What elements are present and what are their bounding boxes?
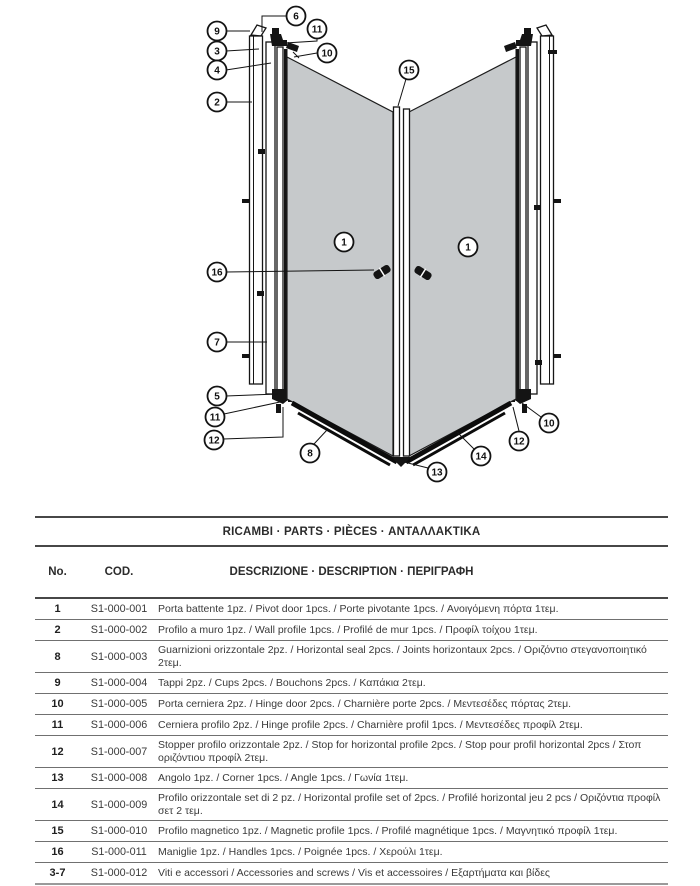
table-row [35, 620, 668, 641]
cell-no: 14 [51, 798, 64, 811]
cell-no: 11 [51, 719, 64, 731]
cell-desc: Profilo magnetico 1pz. / Magnetic profile 1pcs. / Profilé magnétique 1pcs. / Μαγνητικό προφίλ 1τεμ. [158, 824, 618, 837]
callout-leader-line [226, 394, 278, 396]
column-header-cod: COD. [104, 566, 134, 578]
cell-cod: S1-000-010 [90, 825, 148, 837]
cell-no: 16 [51, 846, 64, 858]
cell-desc: Porta cerniera 2pz. / Hinge door 2pcs. / Charnière porte 2pcs. / Μεντεσέδες πόρτας 2τεμ. [158, 697, 572, 710]
cell-no: 3-7 [49, 867, 66, 879]
callout-number: 16 [211, 267, 223, 279]
table-row [35, 736, 668, 768]
wall-profile-left [250, 36, 263, 384]
doors [287, 57, 516, 456]
table-row [35, 842, 668, 863]
callout-number: 12 [513, 436, 525, 448]
hinge-profile-right [528, 42, 537, 394]
cell-desc: Tappi 2pz. / Cups 2pcs. / Bouchons 2pcs. / Καπάκια 2τεμ. [158, 676, 426, 689]
callout-8 [301, 430, 328, 463]
callout-number: 2 [214, 97, 220, 109]
table-row [35, 673, 668, 694]
cell-no: 9 [54, 677, 61, 689]
table-title: RICAMBI · PARTS · PIÈCES · ΑΝΤΑΛΛΑΚΤΙΚΑ [35, 516, 668, 547]
cell-desc: Profilo a muro 1pz. / Wall profile 1pcs. / Profilé de mur 1pcs. / Προφίλ τοίχου 1τεμ. [158, 623, 538, 636]
callout-leader-line [224, 402, 280, 414]
cell-cod: S1-000-007 [90, 745, 148, 758]
screw-mark [553, 199, 561, 203]
cell-no: 8 [54, 650, 61, 663]
left-door-glass [287, 57, 393, 456]
callout-number: 5 [214, 391, 220, 403]
cell-cod: S1-000-006 [90, 719, 148, 731]
hinge-nub [258, 149, 265, 154]
door-profile-right [520, 47, 526, 399]
callout-leader-line [294, 53, 317, 57]
cell-cod: S1-000-002 [90, 624, 148, 636]
callout-number: 4 [214, 65, 220, 77]
cell-cod: S1-000-001 [90, 603, 148, 615]
table-row [35, 599, 668, 620]
table-row [35, 863, 668, 883]
callout-1 [459, 238, 478, 257]
callout-14 [457, 432, 491, 466]
callout-12 [510, 407, 529, 451]
callout-number: 1 [341, 237, 347, 249]
callout-leader-line [285, 38, 317, 43]
right-door-glass [409, 57, 516, 456]
cell-cod: S1-000-008 [90, 772, 148, 784]
cell-cod: S1-000-011 [91, 846, 147, 858]
cell-desc: Guarnizioni orizzontale 2pz. / Horizontal seal 2pcs. / Joints horizontaux 2pcs. / Οριζόντιο στεγανοποιητικό 2τεμ. [158, 644, 647, 669]
table-row [35, 789, 668, 821]
table-column-headers [35, 547, 668, 599]
table-row [35, 641, 668, 673]
cell-desc: Porta battente 1pz. / Pivot door 1pcs. / Porte pivotante 1pcs. / Ανοιγόμενη πόρτα 1τεμ. [158, 602, 559, 615]
cell-cod: S1-000-009 [90, 798, 148, 811]
callout-leader-line [314, 430, 327, 444]
hinge-nub [534, 205, 541, 210]
callout-1 [335, 233, 354, 252]
callout-2 [208, 93, 253, 112]
cap-right [537, 25, 552, 36]
cell-desc: Maniglie 1pz. / Handles 1pcs. / Poignée 1pcs. / Χερούλι 1τεμ. [158, 845, 443, 858]
hinge-nub [257, 291, 264, 296]
callout-number: 7 [214, 337, 220, 349]
magnetic-profile-right [404, 109, 410, 456]
callout-15 [398, 61, 419, 107]
callout-number: 12 [208, 435, 220, 447]
cell-no: 12 [51, 745, 64, 758]
cell-no: 1 [54, 603, 61, 615]
callout-leader-line [226, 63, 271, 70]
callout-number: 10 [321, 48, 333, 60]
magnetic-profile-left [394, 107, 400, 456]
hinge-profile-left [266, 42, 275, 394]
top-hinge-hardware [272, 28, 279, 34]
column-header-no: No. [48, 566, 67, 578]
callout-number: 14 [475, 451, 487, 463]
screw-mark [242, 199, 250, 203]
callout-number: 3 [214, 46, 220, 58]
cell-desc: Cerniera profilo 2pz. / Hinge profile 2pcs. / Charnière profil 1pcs. / Μεντεσέδες προφίλ 2τεμ. [158, 718, 583, 731]
callout-leader-line [513, 407, 519, 431]
cell-cod: S1-000-005 [90, 698, 148, 710]
callout-13 [404, 462, 447, 482]
cell-no: 15 [51, 825, 64, 837]
callout-number: 10 [543, 418, 555, 430]
cell-cod: S1-000-012 [90, 867, 148, 879]
screw-mark [553, 354, 561, 358]
parts-table [35, 516, 668, 885]
callout-number: 1 [465, 242, 471, 254]
table-row [35, 694, 668, 715]
callout-leader-line [398, 79, 406, 106]
wall-profile-right [541, 36, 554, 384]
hinge-nub [535, 360, 542, 365]
callout-number: 15 [403, 65, 415, 77]
callout-number: 11 [311, 24, 323, 36]
door-profile-left [277, 47, 283, 399]
callout-number: 6 [293, 11, 299, 23]
cell-desc: Angolo 1pz. / Corner 1pcs. / Angle 1pcs. / Γωνία 1τεμ. [158, 771, 409, 784]
table-row [35, 768, 668, 789]
top-hinge-hardware [524, 28, 531, 34]
callout-number: 8 [307, 448, 313, 460]
parts-table-rows [35, 599, 668, 885]
cap-left [251, 25, 266, 36]
cell-cod: S1-000-004 [90, 677, 148, 689]
callout-number: 11 [209, 412, 221, 424]
cell-desc: Stopper profilo orizzontale 2pz. / Stop for horizontal profile 2pcs. / Stop pour profil horizontal 2pcs / Στοπ οριζόντιου προφίλ 2τεμ. [158, 739, 642, 764]
callout-6 [262, 7, 306, 33]
table-row [35, 715, 668, 736]
cell-no: 2 [54, 624, 61, 636]
callout-10 [294, 44, 337, 63]
cell-desc: Viti e accessori / Accessories and screws / Vis et accessoires / Εξαρτήματα και βίδες [158, 866, 550, 879]
cell-no: 13 [51, 772, 64, 784]
callout-10 [522, 403, 559, 433]
column-header-desc: DESCRIZIONE · DESCRIPTION · ΠΕΡΙΓΡΑΦΗ [229, 566, 474, 578]
cell-no: 10 [51, 698, 64, 710]
cell-cod: S1-000-003 [90, 650, 148, 663]
callout-9 [208, 22, 251, 41]
callout-number: 13 [431, 467, 443, 479]
table-row [35, 821, 668, 842]
callout-number: 9 [214, 26, 220, 38]
screw-mark [242, 354, 250, 358]
cell-desc: Profilo orizzontale set di 2 pz. / Horizontal profile set of 2pcs. / Profilé horizontal jeu 2 pcs / Οριζόντια προφίλ σετ 2 τεμ. [158, 792, 661, 817]
